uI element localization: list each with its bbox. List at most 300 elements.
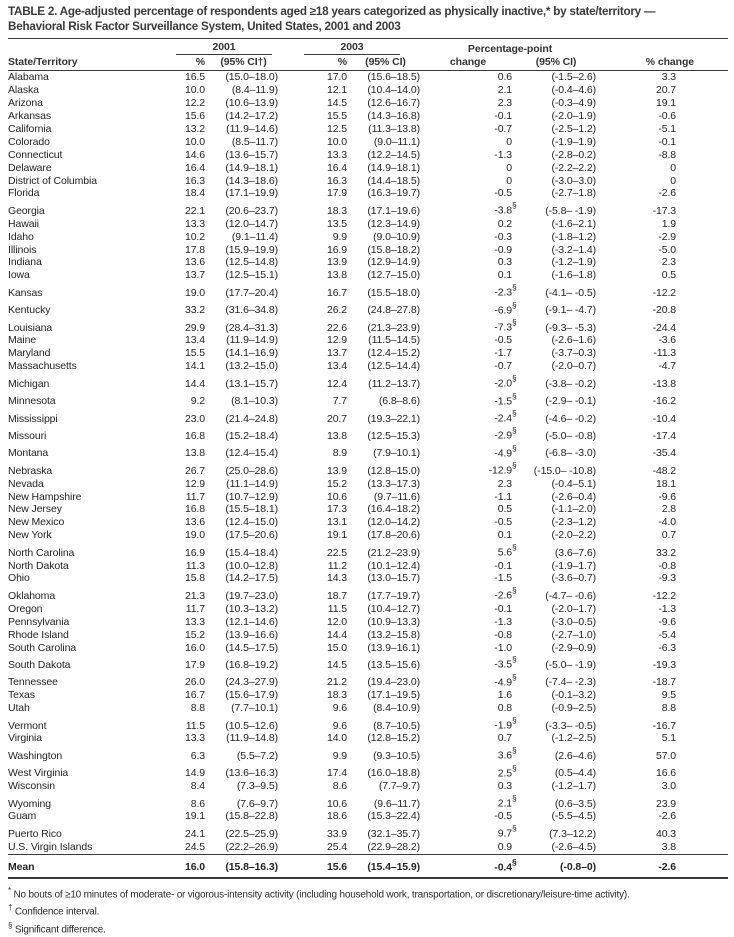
value-cell: -7.3§ — [494, 317, 517, 334]
value-cell: (0.5–4.4) — [554, 767, 597, 780]
value-cell: 15.6 — [280, 854, 349, 877]
value-cell: 5.6§ — [497, 542, 517, 559]
value-cell: 9.6 — [332, 719, 347, 732]
value-cell: (-2.6–4.5) — [551, 840, 597, 853]
table-row — [8, 300, 728, 317]
value-cell: -13.8 — [652, 377, 677, 390]
value-cell: (15.6–18.5) — [367, 71, 420, 84]
value-cell: 13.9 — [326, 464, 347, 477]
value-cell: 16.9 — [184, 546, 205, 559]
value-cell: 10.6 — [326, 490, 347, 503]
value-cell: -5.1 — [658, 122, 677, 135]
value-cell: -0.7 — [494, 360, 512, 373]
value-cell: (14.5–17.5) — [225, 641, 278, 654]
value-cell: 26.0 — [184, 676, 205, 689]
group-header-row — [8, 39, 728, 55]
table-row — [8, 408, 728, 425]
table-row — [8, 269, 728, 282]
value-cell: (9.3–10.5) — [373, 749, 420, 762]
value-cell: (21.3–23.9) — [367, 321, 420, 334]
value-cell: 15.5 — [326, 109, 347, 122]
data-table — [8, 39, 728, 878]
table-row — [8, 702, 728, 715]
value-cell: 3.8 — [661, 840, 677, 853]
value-cell: 0.1 — [497, 269, 512, 282]
value-cell: -2.6 — [658, 187, 677, 200]
value-cell: -0.8 — [658, 559, 677, 572]
value-cell: 9.6 — [332, 702, 347, 715]
state-name: Maine — [8, 334, 37, 347]
value-cell: 14.4 — [184, 377, 205, 390]
mean-row — [8, 854, 728, 877]
value-cell: (14.2–17.5) — [225, 572, 278, 585]
value-cell: -4.9§ — [494, 442, 517, 460]
value-cell: 18.1 — [655, 477, 677, 490]
value-cell: (15.8–16.3) — [207, 854, 280, 877]
value-cell: (16.8–19.2) — [225, 658, 278, 671]
value-cell: -1.3 — [658, 602, 677, 615]
value-cell: 1.6 — [497, 689, 512, 702]
state-name: Maryland — [8, 347, 51, 360]
value-cell: (10.7–12.9) — [225, 490, 278, 503]
value-cell: (-2.2–2.2) — [551, 161, 597, 174]
value-cell: (7.7–10.1) — [231, 702, 278, 715]
value-cell: 19.1 — [655, 97, 677, 110]
value-cell: 9.9 — [332, 749, 347, 762]
table-body — [8, 71, 728, 878]
table-row — [8, 529, 728, 542]
column-header-change: change — [422, 55, 514, 71]
value-cell: (25.0–28.6) — [225, 464, 278, 477]
column-header-ci-change: (95% CI) — [514, 55, 598, 71]
state-name: Georgia — [8, 204, 45, 217]
value-cell: (21.4–24.8) — [225, 412, 278, 425]
value-cell: (7.3–12.2) — [549, 827, 597, 840]
value-cell: (-0.8–0) — [514, 854, 598, 877]
value-cell: (9.6–11.7) — [373, 797, 420, 810]
footnote-definition-inactive: * No bouts of ≥10 minutes of moderate- or vigorous-intensity activity (including household work, transportation, or discretionary/leisure-time activity). — [8, 885, 630, 900]
value-cell: 0.7 — [497, 732, 512, 745]
value-cell: 29.9 — [184, 321, 205, 334]
state-name: Texas — [8, 689, 35, 702]
value-cell: 13.3 — [184, 615, 205, 628]
value-cell: (15.8–22.8) — [225, 810, 278, 823]
value-cell: 16.9 — [326, 243, 347, 256]
table-row — [8, 256, 728, 269]
value-cell: (-0.4–4.6) — [551, 84, 597, 97]
table-row — [8, 360, 728, 373]
state-name: West Virginia — [8, 767, 69, 780]
value-cell: -0.1 — [494, 559, 512, 572]
value-cell: 19.0 — [184, 529, 205, 542]
state-name: Arkansas — [8, 109, 51, 122]
column-group-2001: 2001 — [170, 39, 280, 55]
table-row — [8, 373, 728, 390]
value-cell: (15.0–18.0) — [225, 71, 278, 84]
value-cell: (-0.9–2.5) — [551, 702, 597, 715]
value-cell: (12.1–14.6) — [225, 615, 278, 628]
value-cell: 10.0 — [184, 84, 205, 97]
state-name: Missouri — [8, 429, 47, 442]
value-cell: 8.6 — [190, 797, 205, 810]
value-cell: -9.6 — [658, 490, 677, 503]
value-cell: (-0.4–5.1) — [551, 477, 597, 490]
value-cell: (-1.2–1.9) — [551, 256, 597, 269]
value-cell: (-1.9–1.7) — [551, 559, 597, 572]
value-cell: (14.1–16.9) — [225, 347, 278, 360]
table-row — [8, 391, 728, 408]
value-cell: -6.9§ — [494, 299, 517, 317]
value-cell: 0.6 — [497, 71, 512, 84]
table-row — [8, 84, 728, 97]
table-row — [8, 780, 728, 793]
value-cell: 26.7 — [184, 464, 205, 477]
value-cell: (12.9–14.9) — [367, 256, 420, 269]
table-row — [8, 763, 728, 780]
value-cell: (9.1–11.4) — [231, 230, 278, 243]
footnote-confidence-interval: † Confidence interval. — [8, 903, 100, 918]
value-cell: 18.4 — [184, 187, 205, 200]
value-cell: 16.5 — [184, 71, 205, 84]
state-name: Delaware — [8, 161, 52, 174]
value-cell: (-2.0–0.7) — [551, 360, 597, 373]
column-header-ci-2003: (95% CI) — [349, 55, 422, 71]
state-name: Indiana — [8, 256, 42, 269]
table-row — [8, 642, 728, 655]
value-cell: (13.9–16.1) — [367, 641, 420, 654]
value-cell: -0.5 — [494, 334, 512, 347]
column-group-2003: 2003 — [280, 39, 422, 55]
value-cell: 16.7 — [326, 286, 347, 299]
value-cell: 0 — [506, 135, 512, 148]
value-cell: 3.0 — [661, 780, 677, 793]
value-cell: 13.4 — [326, 360, 347, 373]
state-name: Washington — [8, 749, 63, 762]
value-cell: (14.4–18.5) — [367, 174, 420, 187]
value-cell: -0.7 — [494, 122, 512, 135]
value-cell: 20.7 — [326, 412, 347, 425]
value-cell: 13.2 — [184, 122, 205, 135]
value-cell: 13.5 — [326, 217, 347, 230]
value-cell: 10.0 — [326, 135, 347, 148]
value-cell: -1.3 — [494, 148, 512, 161]
value-cell: (10.6–13.9) — [225, 97, 278, 110]
value-cell: (10.4–12.7) — [367, 602, 420, 615]
value-cell: (17.1–19.9) — [225, 187, 278, 200]
value-cell: (13.5–15.6) — [367, 658, 420, 671]
table-row — [8, 110, 728, 123]
value-cell: (8.4–11.9) — [231, 84, 278, 97]
value-cell: -3.5§ — [494, 654, 517, 671]
table-row — [8, 175, 728, 188]
value-cell: 1.9 — [661, 217, 677, 230]
value-cell: (-15.0– -10.8) — [533, 464, 597, 477]
value-cell: 18.7 — [326, 589, 347, 602]
table-row — [8, 689, 728, 702]
table-row — [8, 149, 728, 162]
value-cell: (-0.3–4.9) — [551, 97, 597, 110]
value-cell: 24.1 — [184, 827, 205, 840]
value-cell: 22.6 — [326, 321, 347, 334]
column-header-ci-2001: (95% CI†) — [207, 55, 280, 71]
value-cell: 14.9 — [184, 767, 205, 780]
value-cell: 17.9 — [184, 658, 205, 671]
state-name: Pennsylvania — [8, 615, 70, 628]
value-cell: 17.8 — [184, 243, 205, 256]
value-cell: (22.2–26.9) — [225, 840, 278, 853]
state-name: Utah — [8, 702, 30, 715]
value-cell: -17.3 — [652, 204, 677, 217]
value-cell: 15.8 — [184, 572, 205, 585]
value-cell: (13.2–15.8) — [367, 628, 420, 641]
value-cell: (15.6–17.9) — [225, 689, 278, 702]
state-name: Vermont — [8, 719, 47, 732]
state-name: Minnesota — [8, 395, 56, 408]
table-title-line2: Behavioral Risk Factor Surveillance System, United States, 2001 and 2003 — [8, 19, 401, 33]
value-cell: (22.9–28.2) — [367, 840, 420, 853]
value-cell: (7.9–10.1) — [373, 447, 420, 460]
value-cell: 12.4 — [326, 377, 347, 390]
value-cell: (12.2–14.5) — [367, 148, 420, 161]
value-cell: -12.9§ — [488, 460, 517, 477]
value-cell: (19.4–23.0) — [367, 676, 420, 689]
value-cell: -17.4 — [652, 429, 677, 442]
table-row — [8, 841, 728, 854]
value-cell: -2.6 — [658, 810, 677, 823]
value-cell: (12.4–15.0) — [225, 516, 278, 529]
value-cell: (-1.2–2.5) — [551, 732, 597, 745]
value-cell: -18.7 — [652, 676, 677, 689]
value-cell: (-5.0– -0.8) — [545, 429, 597, 442]
value-cell: (17.1–19.5) — [367, 689, 420, 702]
value-cell: 33.2 — [655, 546, 677, 559]
table-row — [8, 732, 728, 745]
value-cell: (-9.3– -5.3) — [545, 321, 597, 334]
value-cell: (-2.5–1.2) — [551, 122, 597, 135]
state-name: Iowa — [8, 269, 30, 282]
value-cell: -16.7 — [652, 719, 677, 732]
value-cell: (10.3–13.2) — [225, 602, 278, 615]
table-row — [8, 347, 728, 360]
table-row — [8, 823, 728, 840]
value-cell: (17.8–20.6) — [367, 529, 420, 542]
value-cell: -0.5 — [494, 187, 512, 200]
value-cell: (13.6–15.7) — [225, 148, 278, 161]
table-row — [8, 460, 728, 477]
value-cell: (-9.1– -4.7) — [545, 304, 597, 317]
value-cell: 11.2 — [327, 559, 347, 572]
value-cell: (6.8–8.6) — [378, 395, 420, 408]
value-cell: (-3.3– -0.5) — [545, 719, 597, 732]
value-cell: 6.3 — [190, 749, 205, 762]
value-cell: (13.1–15.7) — [225, 377, 278, 390]
value-cell: (-2.7–1.8) — [551, 187, 597, 200]
value-cell: (11.9–14.8) — [226, 732, 278, 745]
value-cell: 14.6 — [184, 148, 205, 161]
value-cell: (12.7–15.0) — [367, 269, 420, 282]
table-row — [8, 218, 728, 231]
value-cell: 16.3 — [326, 174, 347, 187]
value-cell: (7.3–9.5) — [236, 780, 278, 793]
value-cell: (15.3–22.4) — [367, 810, 420, 823]
value-cell: 11.5 — [185, 719, 205, 732]
value-cell: 0.5 — [661, 269, 677, 282]
table-row — [8, 603, 728, 616]
value-cell: (8.7–10.5) — [373, 719, 420, 732]
value-cell: 15.0 — [326, 641, 347, 654]
value-cell: 2.3 — [497, 97, 512, 110]
value-cell: (14.3–18.6) — [225, 174, 278, 187]
value-cell: 22.1 — [184, 204, 205, 217]
value-cell: (-2.0–1.9) — [551, 109, 597, 122]
value-cell: (12.4–15.2) — [367, 347, 420, 360]
value-cell: (5.5–7.2) — [236, 749, 278, 762]
state-name: U.S. Virgin Islands — [8, 840, 93, 853]
value-cell: 18.6 — [326, 810, 347, 823]
value-cell: -0.3 — [494, 230, 512, 243]
value-cell: -2.3§ — [494, 282, 517, 299]
value-cell: (14.2–17.2) — [225, 109, 278, 122]
value-cell: 11.5 — [327, 602, 347, 615]
column-header-pct-2001: % — [170, 55, 207, 71]
state-name: Nevada — [8, 477, 44, 490]
value-cell: 0.3 — [497, 780, 512, 793]
footnotes — [8, 884, 728, 937]
value-cell: (12.8–15.0) — [367, 464, 420, 477]
value-cell: (16.3–19.7) — [367, 187, 420, 200]
value-cell: (-2.3–1.2) — [551, 516, 597, 529]
state-name: California — [8, 122, 52, 135]
table-row — [8, 478, 728, 491]
value-cell: (-3.0–0.5) — [551, 615, 597, 628]
state-name: Illinois — [8, 243, 37, 256]
value-cell: -2.6§ — [494, 585, 517, 602]
table-row — [8, 491, 728, 504]
value-cell: (20.6–23.7) — [225, 204, 278, 217]
value-cell: (19.3–22.1) — [367, 412, 420, 425]
value-cell: -19.3 — [652, 658, 677, 671]
value-cell: -0.1 — [658, 135, 677, 148]
value-cell: 57.0 — [655, 749, 677, 762]
value-cell: 10.6 — [326, 797, 347, 810]
table-title — [8, 5, 728, 34]
value-cell: (15.2–18.4) — [225, 429, 278, 442]
value-cell: (-5.5–4.5) — [551, 810, 597, 823]
value-cell: 13.4 — [184, 334, 205, 347]
value-cell: 3.6§ — [497, 745, 517, 762]
value-cell: (10.9–13.3) — [367, 615, 420, 628]
value-cell: -24.4 — [652, 321, 677, 334]
table-row — [8, 810, 728, 823]
value-cell: -4.0 — [658, 516, 677, 529]
value-cell: 18.3 — [326, 204, 347, 217]
value-cell: (10.5–12.6) — [225, 719, 278, 732]
value-cell: 13.3 — [326, 148, 347, 161]
value-cell: (16.4–18.2) — [367, 503, 420, 516]
value-cell: -0.4§ — [422, 854, 514, 877]
value-cell: (-3.0–3.0) — [551, 174, 597, 187]
value-cell: 16.0 — [184, 641, 205, 654]
value-cell: (14.9–18.1) — [225, 161, 278, 174]
value-cell: 5.1 — [661, 732, 677, 745]
value-cell: 14.0 — [326, 732, 347, 745]
table-row — [8, 317, 728, 334]
state-name: South Carolina — [8, 641, 77, 654]
value-cell: 13.9 — [326, 256, 347, 269]
value-cell: (-6.8– -3.0) — [545, 447, 597, 460]
table-row — [8, 282, 728, 299]
value-cell: 13.7 — [184, 269, 205, 282]
value-cell: -3.8§ — [494, 200, 517, 217]
state-name: Virginia — [8, 732, 43, 745]
value-cell: 13.7 — [326, 347, 347, 360]
value-cell: 12.0 — [326, 615, 347, 628]
value-cell: 8.4 — [190, 780, 205, 793]
value-cell: (-2.8–0.2) — [551, 148, 597, 161]
state-name: Wisconsin — [8, 780, 55, 793]
value-cell: 13.1 — [326, 516, 347, 529]
value-cell: -12.2 — [652, 589, 677, 602]
value-cell: (11.5–14.5) — [368, 334, 420, 347]
value-cell: (-3.6–0.7) — [551, 572, 597, 585]
value-cell: 13.6 — [184, 516, 205, 529]
value-cell: -9.3 — [658, 572, 677, 585]
value-cell: (14.9–18.1) — [367, 161, 420, 174]
value-cell: 8.9 — [332, 447, 347, 460]
table-row — [8, 745, 728, 762]
value-cell: 17.3 — [326, 503, 347, 516]
state-name: Nebraska — [8, 464, 53, 477]
value-cell: (17.7–20.4) — [225, 286, 278, 299]
table-row — [8, 97, 728, 110]
value-cell: -9.6 — [658, 615, 677, 628]
value-cell: 0.2 — [497, 217, 512, 230]
value-cell: 16.4 — [184, 161, 205, 174]
state-name: New York — [8, 529, 52, 542]
value-cell: (8.5–11.7) — [231, 135, 278, 148]
table-row — [8, 616, 728, 629]
value-cell: (10.1–12.4) — [367, 559, 420, 572]
value-cell: 8.8 — [190, 702, 205, 715]
state-name: South Dakota — [8, 658, 71, 671]
table-row — [8, 136, 728, 149]
value-cell: -1.3 — [494, 615, 512, 628]
value-cell: -1.5§ — [494, 390, 517, 408]
table-row — [8, 572, 728, 585]
state-name: Arizona — [8, 97, 43, 110]
value-cell: (15.5–18.0) — [367, 286, 420, 299]
value-cell: (11.9–14.9) — [226, 334, 278, 347]
value-cell: (-1.6–2.1) — [551, 217, 597, 230]
value-cell: (32.1–35.7) — [367, 827, 420, 840]
value-cell: (13.9–16.6) — [225, 628, 278, 641]
value-cell: (-2.6–0.4) — [551, 490, 597, 503]
value-cell: 19.1 — [326, 529, 347, 542]
value-cell: (-7.4– -2.3) — [545, 676, 597, 689]
value-cell: (-1.2–1.7) — [551, 780, 597, 793]
value-cell: 10.0 — [184, 135, 205, 148]
table-row — [8, 244, 728, 257]
value-cell: (15.4–15.9) — [349, 854, 422, 877]
state-name: Louisiana — [8, 321, 53, 334]
value-cell: (12.0–14.2) — [367, 516, 420, 529]
value-cell: -2.9§ — [494, 425, 517, 442]
value-cell: (15.5–18.1) — [225, 503, 278, 516]
state-name: Ohio — [8, 572, 30, 585]
value-cell: -1.7 — [494, 347, 512, 360]
value-cell: 0.5 — [497, 503, 512, 516]
value-cell: 25.4 — [326, 840, 347, 853]
